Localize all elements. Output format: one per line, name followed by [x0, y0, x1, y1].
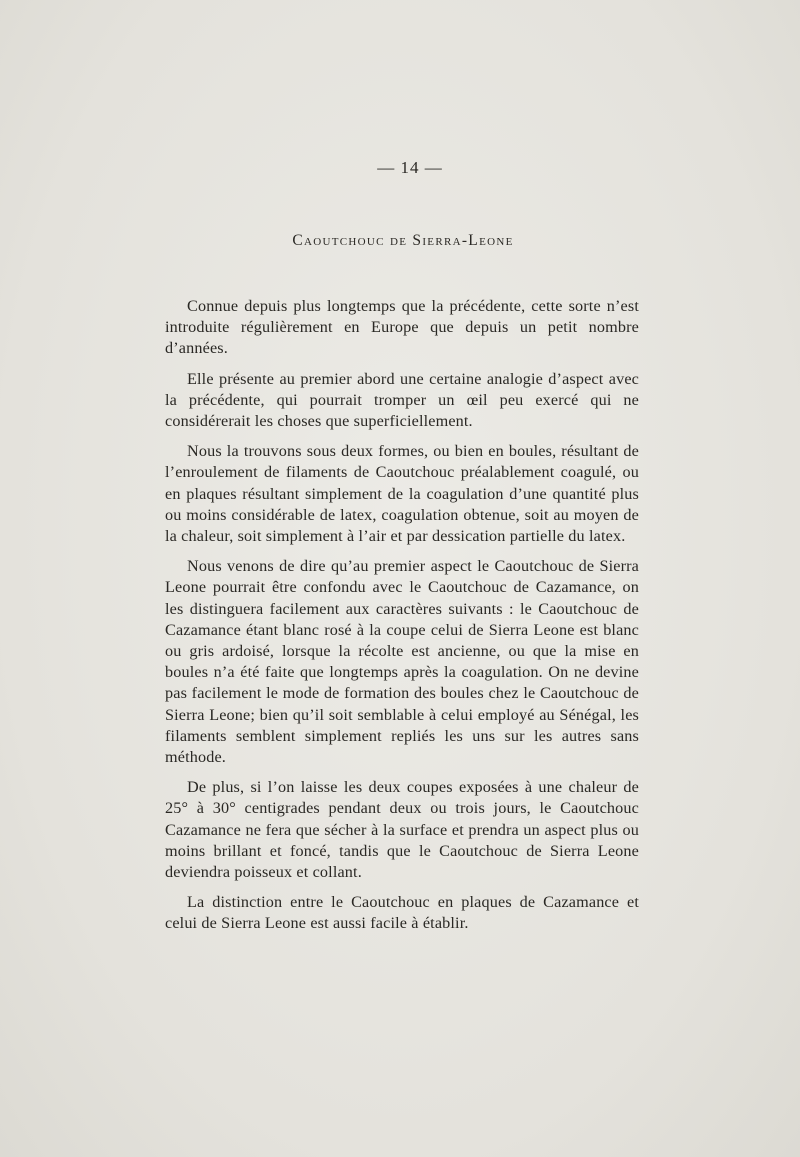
- paragraph: Nous la trouvons sous deux formes, ou bien en boules, résultant de l’enroulement de filaments de Caoutchouc préalablement coagulé, ou en plaques résultant simplement de la coagulation d’une quantité plus ou moins considérable de latex, coagulation obtenue, soit au moyen de la chaleur, soit simplement à l’air et par dessication partielle du latex.: [165, 442, 639, 546]
- paragraph: Connue depuis plus longtemps que la précédente, cette sorte n’est introduite régulièrement en Europe que depuis un petit nombre d’années.: [165, 297, 639, 358]
- paragraph: Nous venons de dire qu’au premier aspect le Caoutchouc de Sierra Leone pourrait être confondu avec le Caoutchouc de Cazamance, on les distinguera facilement aux caractères suivants : le Caoutchouc de Cazamance étant blanc rosé à la coupe celui de Sierra Leone est blanc ou gris ardoisé, lorsque la récolte est ancienne, ou que la mise en boules n’a été faite que longtemps après la coagulation. On ne devine pas facilement le mode de formation des boules chez le Caoutchouc de Sierra Leone; bien qu’il soit semblable à celui employé au Sénégal, les filaments semblent simplement repliés les uns sur les autres sans méthode.: [165, 557, 639, 767]
- paragraph: De plus, si l’on laisse les deux coupes exposées à une chaleur de 25° à 30° centigrades pendant deux ou trois jours, le Caoutchouc Cazamance ne fera que sécher à la surface et prendra un aspect plus ou moins brillant et foncé, tandis que le Caoutchouc de Sierra Leone deviendra poisseux et collant.: [165, 778, 639, 882]
- page-number: — 14 —: [377, 158, 443, 177]
- paragraph: La distinction entre le Caoutchouc en plaques de Cazamance et celui de Sierra Leone est aussi facile à établir.: [165, 893, 639, 933]
- body-text: [165, 296, 639, 944]
- paragraph: Elle présente au premier abord une certaine analogie d’aspect avec la précédente, qui pourrait tromper un œil peu exercé qui ne considérerait les choses que superficiellement.: [165, 369, 639, 431]
- chapter-title: Caoutchouc de Sierra-Leone: [292, 232, 514, 249]
